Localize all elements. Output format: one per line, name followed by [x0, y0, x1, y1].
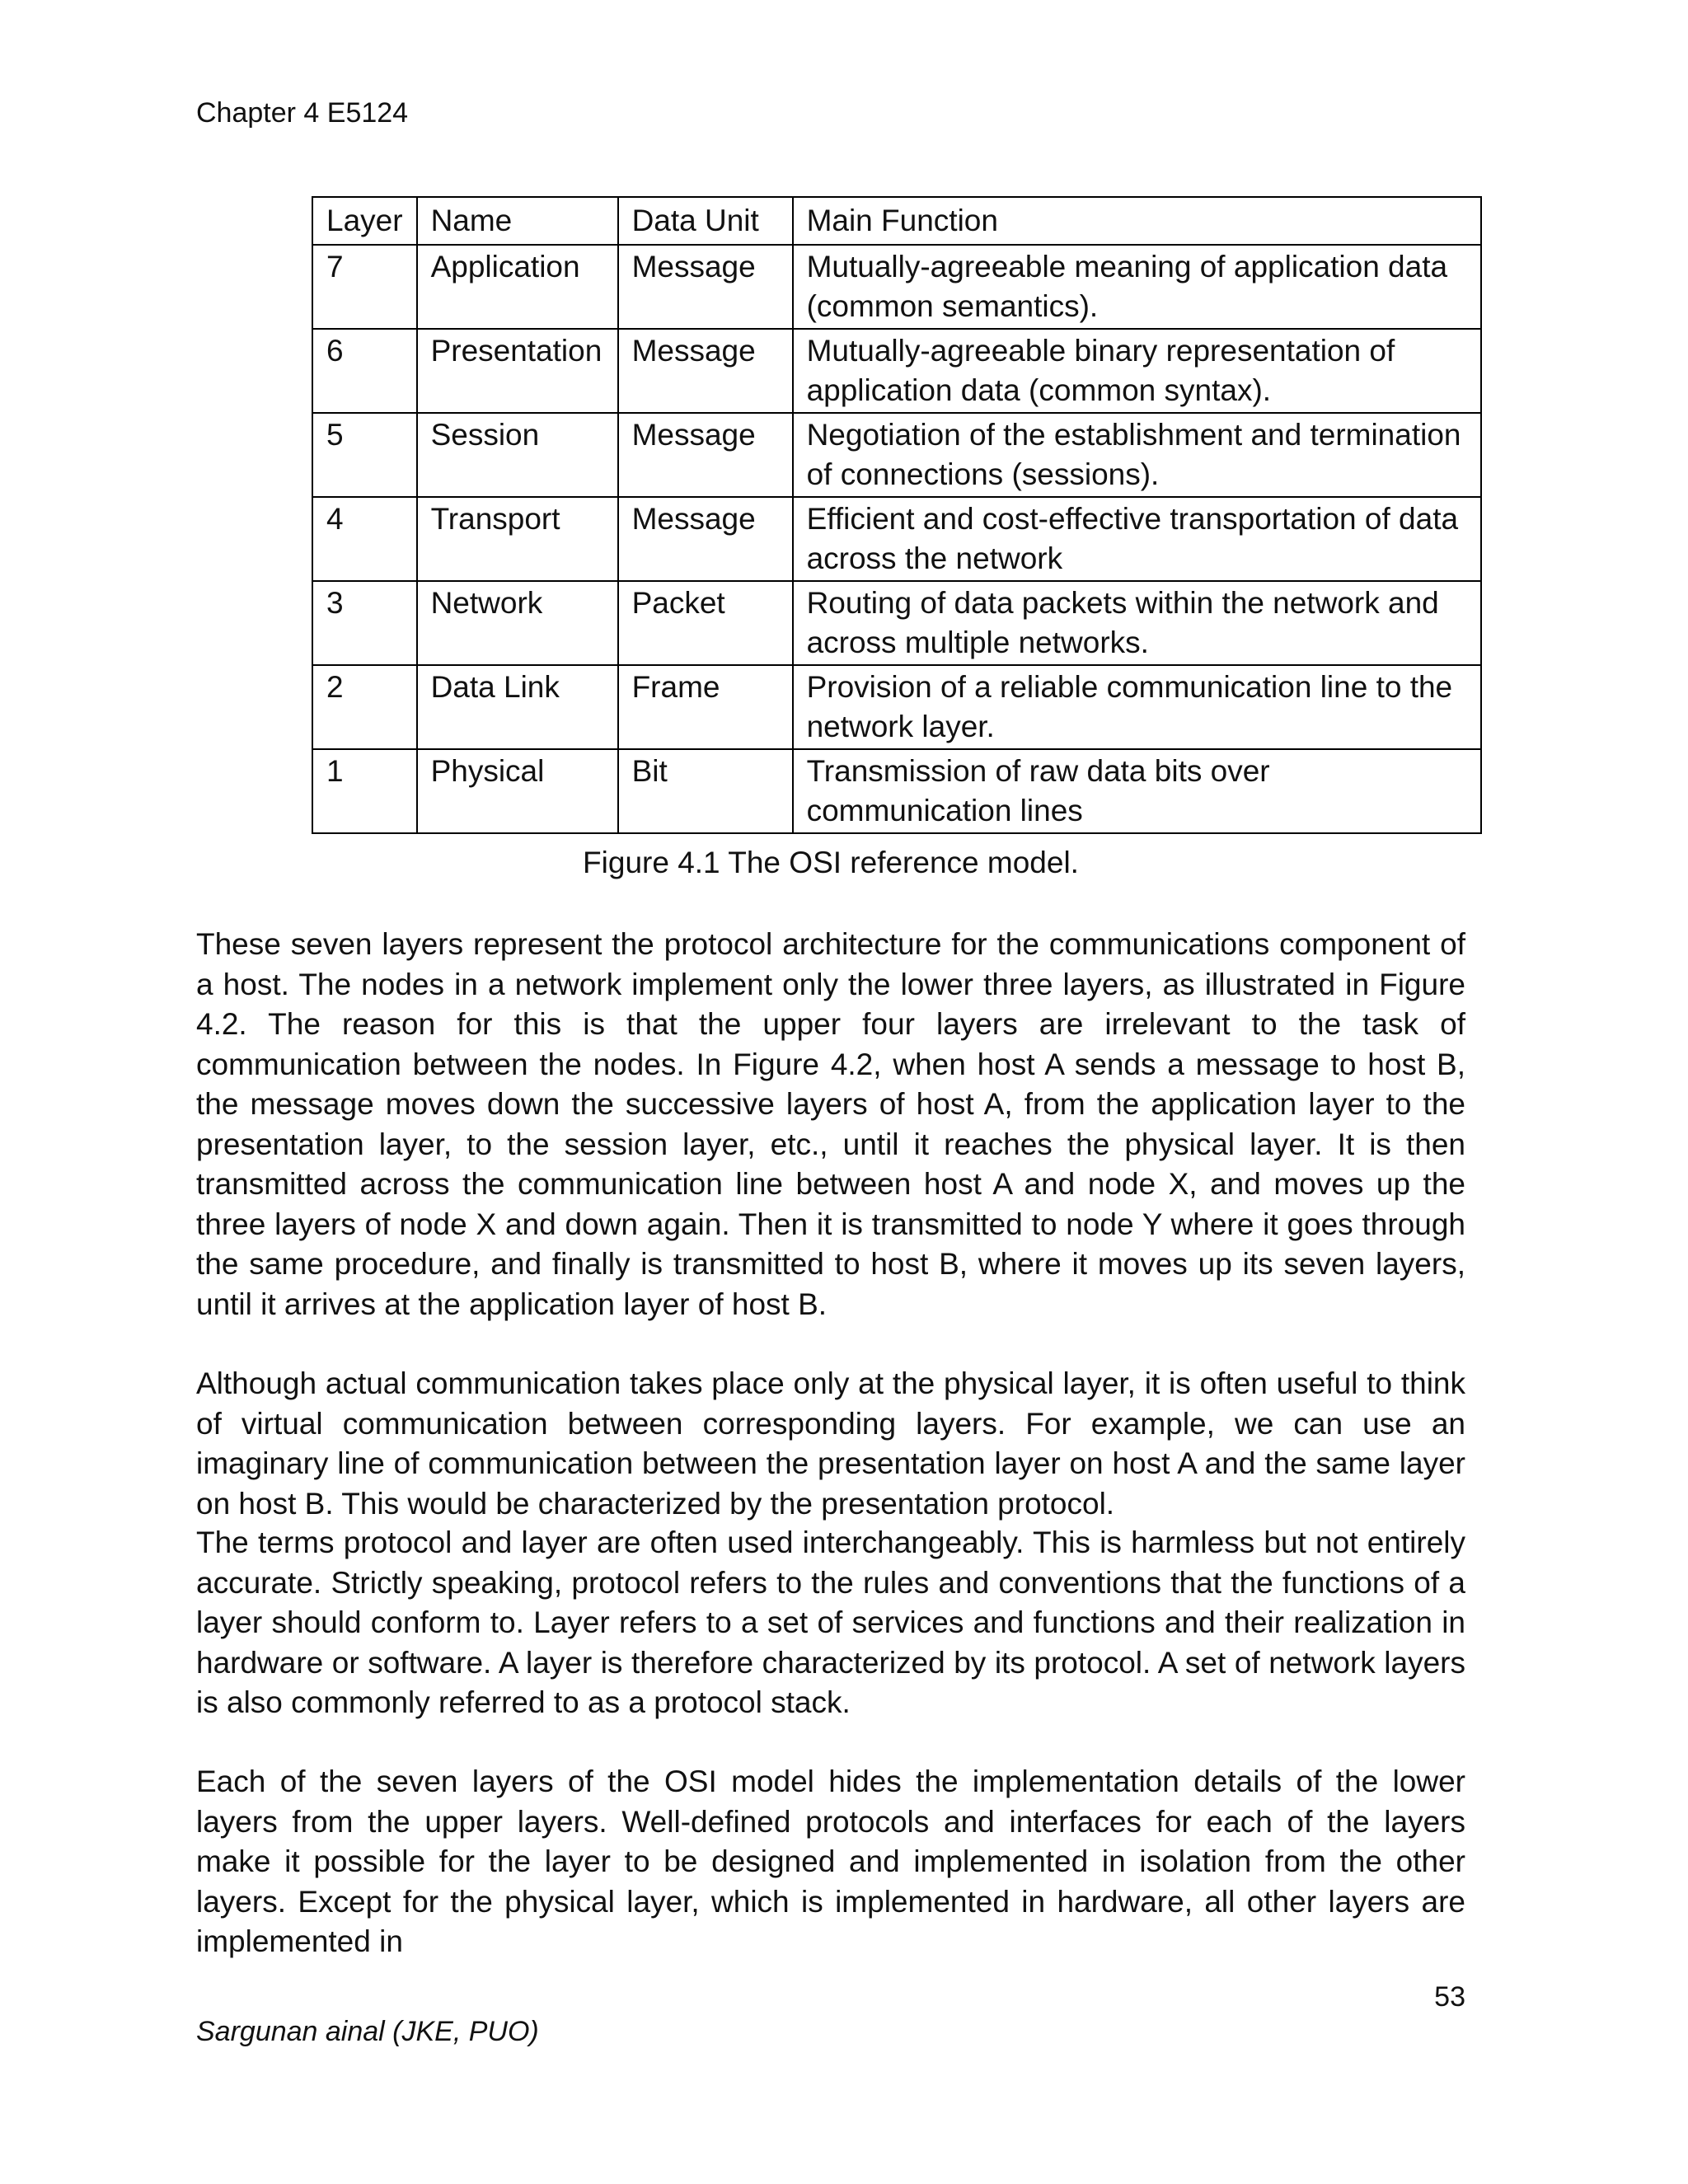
table-row — [312, 245, 1481, 329]
cell-name: Physical — [417, 749, 618, 833]
cell-layer: 6 — [312, 329, 417, 413]
table-row — [312, 329, 1481, 413]
cell-data-unit: Message — [618, 413, 793, 497]
table-row — [312, 413, 1481, 497]
header-main-function: Main Function — [793, 197, 1481, 245]
cell-main-function: Transmission of raw data bits over communication lines — [793, 749, 1481, 833]
cell-name: Application — [417, 245, 618, 329]
cell-main-function: Routing of data packets within the network and across multiple networks. — [793, 581, 1481, 665]
cell-layer: 5 — [312, 413, 417, 497]
cell-layer: 3 — [312, 581, 417, 665]
cell-layer: 1 — [312, 749, 417, 833]
body-paragraph: The terms protocol and layer are often used interchangeably. This is harmless but not entirely accurate. Strictly speaking, protocol refers to the rules and conventions that the functions of a layer should conform to. Layer refers to a set of services and functions and their realization in hardware or software. A layer is therefore characterized by its protocol. A set of network layers is also commonly referred to as a protocol stack. — [196, 1526, 1465, 1719]
table-row — [312, 497, 1481, 581]
cell-layer: 2 — [312, 665, 417, 749]
cell-main-function: Efficient and cost-effective transportation of data across the network — [793, 497, 1481, 581]
table-row — [312, 749, 1481, 833]
osi-table — [312, 196, 1482, 834]
body-paragraph: These seven layers represent the protocol architecture for the communications component of a host. The nodes in a network implement only the lower three layers, as illustrated in Figure 4.2. The reason for this is that the upper four layers are irrelevant to the task of communication between the nodes. In Figure 4.2, when host A sends a message to host B, the message moves down the successive layers of host A, from the application layer to the presentation layer, to the session layer, etc., until it reaches the physical layer. It is then transmitted across the communication line between host A and node X, and moves up the three layers of node X and down again. Then it is transmitted to node Y where it goes through the same procedure, and finally is transmitted to host B, where it moves up its seven layers, until it arrives at the application layer of host B. — [196, 927, 1465, 1321]
cell-data-unit: Frame — [618, 665, 793, 749]
table-row — [312, 665, 1481, 749]
cell-data-unit: Packet — [618, 581, 793, 665]
cell-main-function: Negotiation of the establishment and termination of connections (sessions). — [793, 413, 1481, 497]
page-number: 53 — [1434, 1981, 1465, 2013]
cell-name: Transport — [417, 497, 618, 581]
figure-caption: Figure 4.1 The OSI reference model. — [583, 846, 1079, 879]
page-footer: Sargunan ainal (JKE, PUO) — [196, 2016, 539, 2047]
header-layer: Layer — [312, 197, 417, 245]
cell-main-function: Mutually-agreeable binary representation of application data (common syntax). — [793, 329, 1481, 413]
cell-name: Data Link — [417, 665, 618, 749]
cell-layer: 4 — [312, 497, 417, 581]
page-header: Chapter 4 E5124 — [196, 97, 409, 129]
cell-name: Session — [417, 413, 618, 497]
table-row — [312, 581, 1481, 665]
cell-layer: 7 — [312, 245, 417, 329]
cell-name: Presentation — [417, 329, 618, 413]
cell-main-function: Mutually-agreeable meaning of application data (common semantics). — [793, 245, 1481, 329]
body-paragraph: Although actual communication takes place only at the physical layer, it is often useful to think of virtual communication between corresponding layers. For example, we can use an imaginary line of communication between the presentation layer on host A and the same layer on host B. This would be characterized by the presentation protocol. — [196, 1366, 1465, 1521]
cell-name: Network — [417, 581, 618, 665]
cell-data-unit: Message — [618, 329, 793, 413]
cell-data-unit: Message — [618, 245, 793, 329]
cell-data-unit: Message — [618, 497, 793, 581]
header-data-unit: Data Unit — [618, 197, 793, 245]
table-header-row — [312, 197, 1481, 245]
cell-data-unit: Bit — [618, 749, 793, 833]
cell-main-function: Provision of a reliable communication line to the network layer. — [793, 665, 1481, 749]
header-name: Name — [417, 197, 618, 245]
body-paragraph: Each of the seven layers of the OSI model hides the implementation details of the lower layers from the upper layers. Well-defined protocols and interfaces for each of the layers make it possible for the layer to be designed and implemented in isolation from the other layers. Except for the physical layer, which is implemented in hardware, all other layers are implemented in — [196, 1765, 1465, 1958]
